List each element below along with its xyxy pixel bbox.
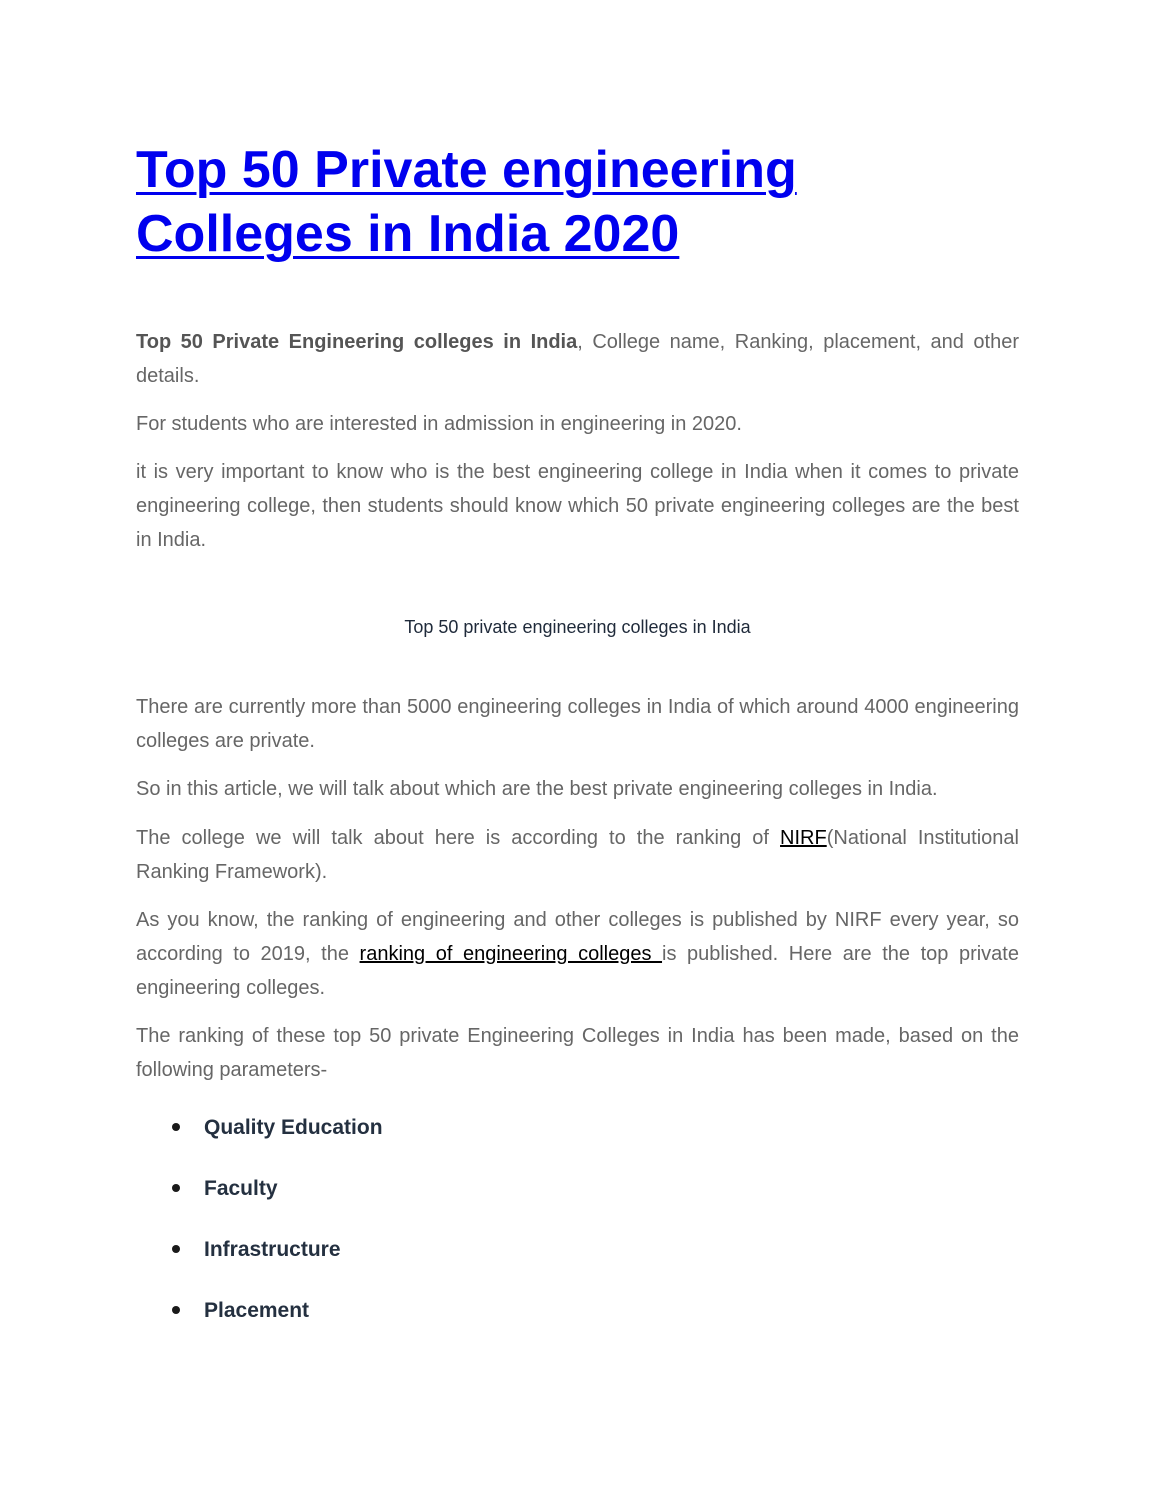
intro-rest-text: , College name, Ranking, placement, and other details. [136, 331, 1020, 387]
list-item-label: Placement [204, 1299, 310, 1322]
colleges-count-paragraph: There are currently more than 5000 engineering colleges in India of which around 4000 engineering colleges are private. [136, 696, 1019, 752]
list-item-label: Quality Education [204, 1116, 383, 1139]
bullet-icon [172, 1184, 180, 1192]
image-caption: Top 50 private engineering colleges in India [404, 617, 751, 637]
importance-paragraph: it is very important to know who is the best engineering college in India when it comes to private engineering college, then students should know which 50 private engineering colleges are the best in India. [136, 461, 1019, 551]
bullet-icon [172, 1245, 180, 1253]
list-item-label: Faculty [204, 1177, 278, 1200]
article-paragraph: So in this article, we will talk about which are the best private engineering colleges in India. [136, 778, 938, 800]
nirf-paragraph [136, 821, 1019, 889]
nirf-before-text: The college we will talk about here is according to the ranking of [136, 827, 781, 849]
bullet-icon [172, 1306, 180, 1314]
bullet-icon [172, 1123, 180, 1131]
ranking-link[interactable]: ranking of engineering colleges [359, 943, 663, 965]
published-after-text: is published. Here are the top private engineering colleges. [136, 943, 1019, 999]
parameters-paragraph: The ranking of these top 50 private Engineering Colleges in India has been made, based on the following parameters- [136, 1025, 1019, 1081]
nirf-after-text: (National Institutional Ranking Framework). [136, 827, 1019, 883]
students-paragraph: For students who are interested in admission in engineering in 2020. [136, 413, 742, 435]
list-item-label: Infrastructure [204, 1238, 341, 1261]
intro-bold-text: Top 50 Private Engineering colleges in India [136, 331, 578, 353]
nirf-link[interactable]: NIRF [780, 827, 827, 849]
intro-paragraph [136, 325, 1019, 393]
page-title-link[interactable]: Top 50 Private engineering Colleges in India 2020 [136, 141, 797, 263]
published-before-text: As you know, the ranking of engineering and other colleges is published by NIRF every year, so according to 2019, the [136, 909, 1019, 965]
published-paragraph [136, 903, 1019, 1005]
